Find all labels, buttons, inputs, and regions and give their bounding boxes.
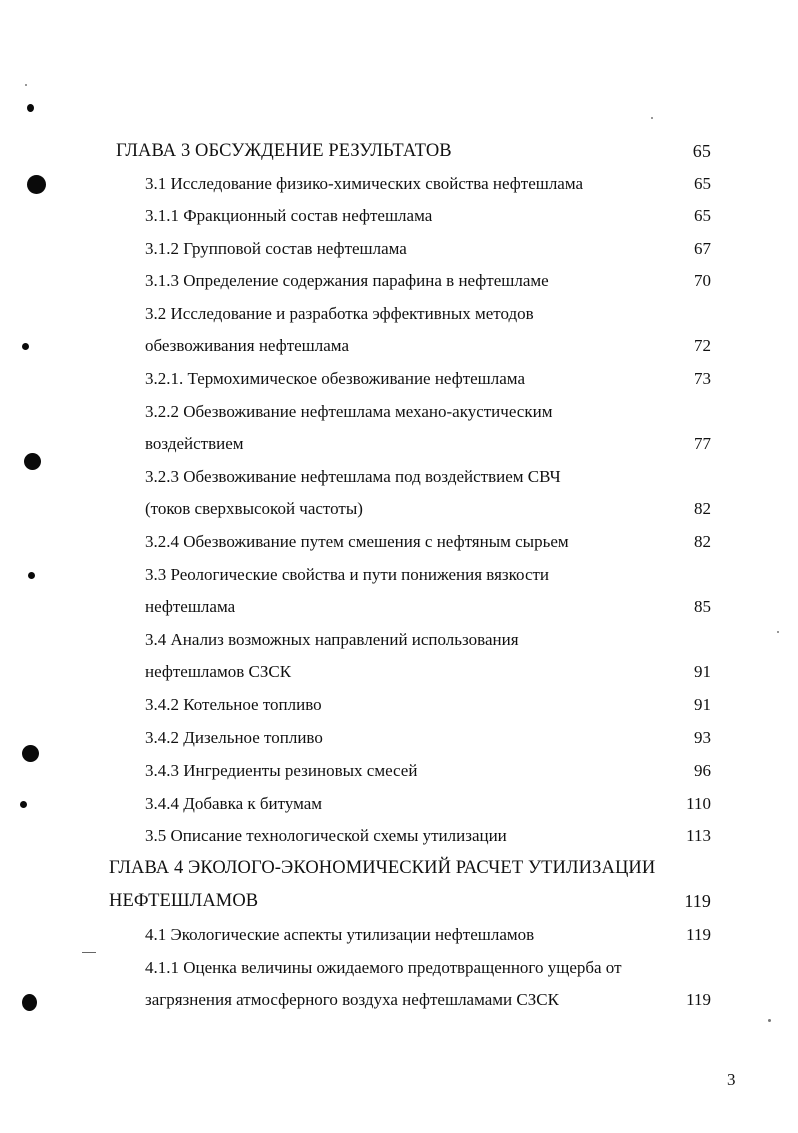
- toc-entry-3-2-4-page: 82: [694, 532, 711, 551]
- toc-chapter-4-page: 119: [684, 891, 711, 911]
- scan-speck: [651, 117, 653, 119]
- toc-entry-3-2-2-page: 77: [694, 434, 711, 453]
- toc-entry-3-3-line2: нефтешлама: [145, 597, 236, 616]
- scan-speck: [768, 1019, 771, 1022]
- toc-entry-3-1-page: 65: [694, 174, 711, 193]
- punch-hole: [27, 175, 46, 194]
- toc-entry-3-3-page: 85: [694, 597, 711, 616]
- toc-entry-3-4-page: 91: [694, 662, 711, 681]
- toc-entry-3-2-line2: обезвоживания нефтешлама: [145, 336, 349, 355]
- punch-hole: [22, 994, 37, 1011]
- toc-chapter-4-title-line2: НЕФТЕШЛАМОВ: [109, 891, 259, 911]
- toc-entry-3-2-3-line2: (токов сверхвысокой частоты): [145, 499, 363, 518]
- toc-entry-3-4-2-diesel-page: 93: [694, 728, 711, 747]
- toc-entry-3-4-2-boiler: 3.4.2 Котельное топливо: [145, 695, 322, 714]
- toc-chapter-4-title-line1: ГЛАВА 4 ЭКОЛОГО-ЭКОНОМИЧЕСКИЙ РАСЧЕТ УТИЛИЗАЦИИ: [109, 858, 656, 878]
- toc-entry-3-3-line1: 3.3 Реологические свойства и пути понижения вязкости: [145, 565, 550, 584]
- toc-entry-3-2-1: 3.2.1. Термохимическое обезвоживание нефтешлама: [145, 369, 525, 388]
- toc-entry-4-1-1-line2: загрязнения атмосферного воздуха нефтешламами СЗСК: [145, 990, 559, 1009]
- scan-dash: [82, 952, 96, 953]
- scan-mark: [20, 801, 27, 808]
- toc-entry-3-1-2-page: 67: [694, 239, 711, 258]
- scan-speck: [25, 84, 27, 86]
- toc-entry-3-2-line1: 3.2 Исследование и разработка эффективных методов: [145, 304, 534, 323]
- toc-entry-3-2-1-page: 73: [694, 369, 711, 388]
- toc-entry-3-1-1-page: 65: [694, 206, 711, 225]
- toc-entry-3-5: 3.5 Описание технологической схемы утилизации: [145, 826, 507, 845]
- toc-entry-3-2-4: 3.2.4 Обезвоживание путем смешения с нефтяным сырьем: [145, 532, 569, 551]
- toc-entry-3-2-page: 72: [694, 336, 711, 355]
- toc-entry-3-2-3-line1: 3.2.3 Обезвоживание нефтешлама под воздействием СВЧ: [145, 467, 561, 486]
- toc-entry-3-2-2-line2: воздействием: [145, 434, 244, 453]
- scan-mark: [27, 104, 34, 112]
- toc-chapter-3-title: ГЛАВА 3 ОБСУЖДЕНИЕ РЕЗУЛЬТАТОВ: [116, 141, 452, 161]
- toc-entry-3-5-page: 113: [686, 826, 711, 845]
- toc-entry-3-2-2-line1: 3.2.2 Обезвоживание нефтешлама механо-акустическим: [145, 402, 553, 421]
- toc-entry-3-1: 3.1 Исследование физико-химических свойства нефтешлама: [145, 174, 584, 193]
- page-number: 3: [727, 1070, 736, 1089]
- toc-entry-3-1-1: 3.1.1 Фракционный состав нефтешлама: [145, 206, 433, 225]
- toc-entry-4-1-1-page: 119: [686, 990, 711, 1009]
- toc-entry-3-4-3-page: 96: [694, 761, 711, 780]
- toc-entry-3-4-2-boiler-page: 91: [694, 695, 711, 714]
- scan-speck: [777, 631, 779, 633]
- toc-entry-3-1-2: 3.1.2 Групповой состав нефтешлама: [145, 239, 407, 258]
- toc-entry-3-4-line2: нефтешламов СЗСК: [145, 662, 292, 681]
- toc-entry-4-1-1-line1: 4.1.1 Оценка величины ожидаемого предотвращенного ущерба от: [145, 958, 622, 977]
- punch-hole: [24, 453, 41, 470]
- toc-entry-3-4-2-diesel: 3.4.2 Дизельное топливо: [145, 728, 323, 747]
- toc-entry-3-1-3: 3.1.3 Определение содержания парафина в нефтешламе: [145, 271, 549, 290]
- toc-entry-3-1-3-page: 70: [694, 271, 711, 290]
- toc-entry-3-4-4: 3.4.4 Добавка к битумам: [145, 794, 323, 813]
- toc-entry-4-1-page: 119: [686, 925, 711, 944]
- toc-entry-3-4-4-page: 110: [686, 794, 711, 813]
- toc-chapter-3-page: 65: [692, 141, 711, 161]
- toc-entry-3-4-3: 3.4.3 Ингредиенты резиновых смесей: [145, 761, 418, 780]
- toc-entry-3-2-3-page: 82: [694, 499, 711, 518]
- scan-mark: [28, 572, 35, 579]
- scan-mark: [22, 343, 29, 350]
- punch-hole: [22, 745, 39, 762]
- toc-entry-4-1: 4.1 Экологические аспекты утилизации нефтешламов: [145, 925, 535, 944]
- toc-entry-3-4-line1: 3.4 Анализ возможных направлений использования: [145, 630, 519, 649]
